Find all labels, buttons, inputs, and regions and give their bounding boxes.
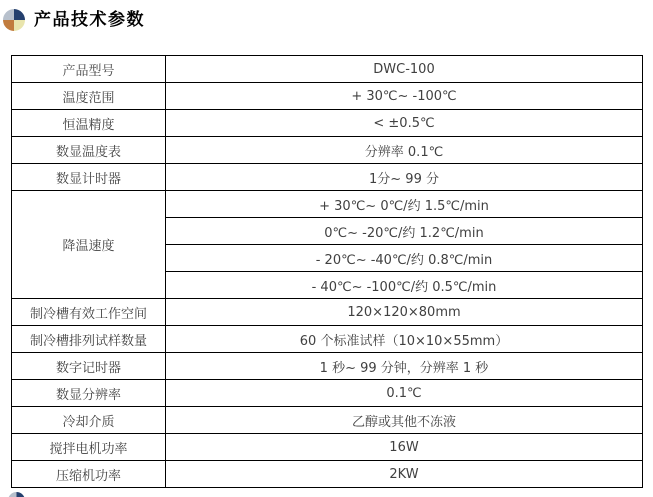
spec-value: 60 个标准试样（10×10×55mm）: [166, 326, 643, 353]
table-row: [12, 434, 643, 461]
spec-value: DWC-100: [166, 56, 643, 83]
spec-label: 冷却介质: [12, 407, 166, 434]
page-title: 产品技术参数: [34, 10, 145, 30]
spec-value: 分辨率 0.1℃: [166, 137, 643, 164]
spec-label: 数字记时器: [12, 353, 166, 380]
table-row: [12, 461, 643, 488]
table-row: [12, 191, 643, 218]
spec-label: 数显计时器: [12, 164, 166, 191]
spec-label: 搅拌电机功率: [12, 434, 166, 461]
spec-value: + 30℃~ 0℃/约 1.5℃/min: [166, 191, 643, 218]
table-row: [12, 380, 643, 407]
table-row: [12, 299, 643, 326]
spec-value: - 20℃~ -40℃/约 0.8℃/min: [166, 245, 643, 272]
table-row: [12, 110, 643, 137]
spec-value: 0℃~ -20℃/约 1.2℃/min: [166, 218, 643, 245]
spec-label: 产品型号: [12, 56, 166, 83]
spec-label: 制冷槽有效工作空间: [12, 299, 166, 326]
spec-label: 数显分辨率: [12, 380, 166, 407]
table-row: [12, 164, 643, 191]
spec-value: - 40℃~ -100℃/约 0.5℃/min: [166, 272, 643, 299]
spec-value: < ±0.5℃: [166, 110, 643, 137]
pie-bullet-icon: [3, 9, 25, 31]
spec-label: 制冷槽排列试样数量: [12, 326, 166, 353]
spec-value: 0.1℃: [166, 380, 643, 407]
spec-label: 压缩机功率: [12, 461, 166, 488]
spec-label: 恒温精度: [12, 110, 166, 137]
section-header: [3, 8, 145, 32]
table-row: [12, 353, 643, 380]
spec-label: 数显温度表: [12, 137, 166, 164]
spec-value: 1分~ 99 分: [166, 164, 643, 191]
spec-value: 120×120×80mm: [166, 299, 643, 326]
table-row: [12, 56, 643, 83]
spec-value: 2KW: [166, 461, 643, 488]
spec-value: + 30℃~ -100℃: [166, 83, 643, 110]
spec-table: [11, 55, 643, 488]
spec-value: 乙醇或其他不冻液: [166, 407, 643, 434]
pie-bullet-icon-clipped: [8, 492, 25, 497]
table-row: [12, 83, 643, 110]
spec-label: 降温速度: [12, 191, 166, 299]
table-row: [12, 407, 643, 434]
table-row: [12, 137, 643, 164]
spec-value: 1 秒~ 99 分钟，分辨率 1 秒: [166, 353, 643, 380]
spec-value: 16W: [166, 434, 643, 461]
spec-label: 温度范围: [12, 83, 166, 110]
table-row: [12, 326, 643, 353]
